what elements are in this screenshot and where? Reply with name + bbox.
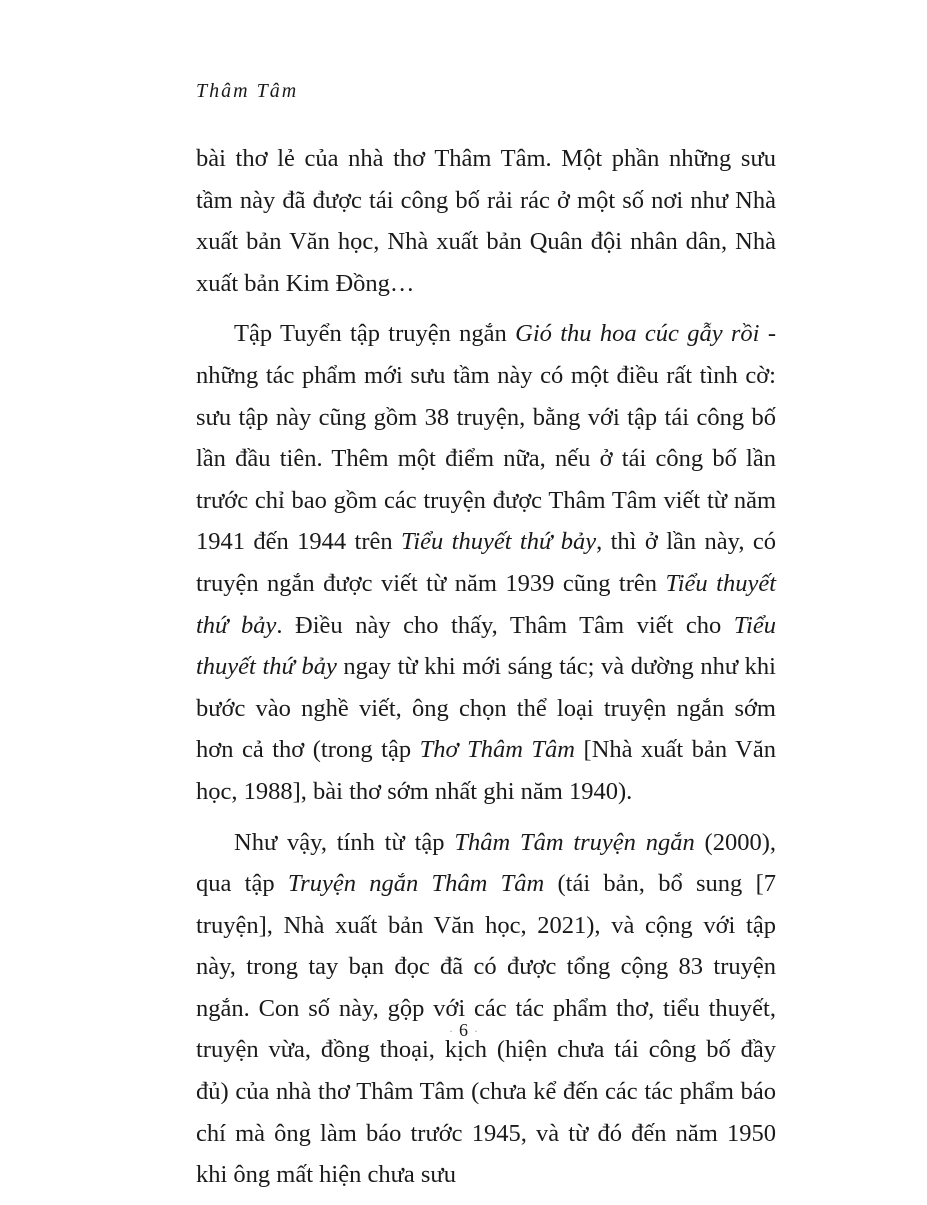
text-segment: (tái bản, bổ sung [7 truyện], Nhà xuất bản Văn học, 2021), và cộng với tập này, trong tay bạn đọc đã có được tổng cộng 83 truyện ngắn. Con số này, gộp với các tác phẩm thơ, tiểu thuyết, truyện vừa, đồng thoại, kịch (hiện chưa tái công bố đầy đủ) của nhà thơ Thâm Tâm (chưa kể đến các tác phẩm báo chí mà ông làm báo trước 1945, và từ đó đến năm 1950 khi ông mất hiện chưa sưu [196,870,776,1189]
publication-title: Tiểu thuyết thứ bảy [196,569,776,639]
text-segment: , thì ở lần này, có truyện ngắn được viết từ năm 1939 cũng trên [196,528,776,597]
text-segment: ngay từ khi mới sáng tác; và dường như khi bước vào nghề viết, ông chọn thể loại truyện ngắn sớm hơn cả thơ (trong tập [196,653,776,764]
page-number [0,1020,927,1041]
book-title: Thơ Thâm Tâm [419,736,576,764]
paragraph-3 [196,822,776,1196]
page-number-text: 6 [459,1020,468,1040]
text-segment: (2000), qua tập [196,828,777,898]
text-segment: Tập Tuyển tập truyện ngắn [234,320,516,348]
body-text [196,138,776,1205]
text-segment: . Điều này cho thấy, Thâm Tâm viết cho [276,611,734,639]
publication-title: Tiểu thuyết thứ bảy [401,528,597,556]
publication-title: Tiểu thuyết thứ bảy [196,611,776,681]
text-segment: - những tác phẩm mới sưu tầm này có một điều rất tình cờ: sưu tập này cũng gồm 38 truyện, bằng với tập tái công bố lần đầu tiên. Thêm một điểm nữa, nếu ở tái công bố lần trước chỉ bao gồm các truyện được Thâm Tâm viết từ năm 1941 đến 1944 trên [196,320,776,556]
text-segment: bài thơ lẻ của nhà thơ Thâm Tâm. Một phần những sưu tầm này đã được tái công bố rải rác ở một số nơi như Nhà xuất bản Văn học, Nhà xuất bản Quân đội nhân dân, Nhà xuất bản Kim Đồng… [196,145,776,297]
text-segment: [Nhà xuất bản Văn học, 1988], bài thơ sớm nhất ghi năm 1940). [196,736,777,805]
book-title: Thâm Tâm truyện ngắn [454,828,695,856]
text-segment: Như vậy, tính từ tập [234,828,455,856]
book-title: Truyện ngắn Thâm Tâm [287,870,545,898]
book-title: Gió thu hoa cúc gẫy rồi [515,320,760,348]
paragraph-1 [196,138,776,304]
folio-ornament-left: · [449,1024,453,1039]
running-head: Thâm Tâm [196,80,299,102]
folio-ornament-right: · [474,1024,478,1039]
paragraph-2 [196,313,776,812]
